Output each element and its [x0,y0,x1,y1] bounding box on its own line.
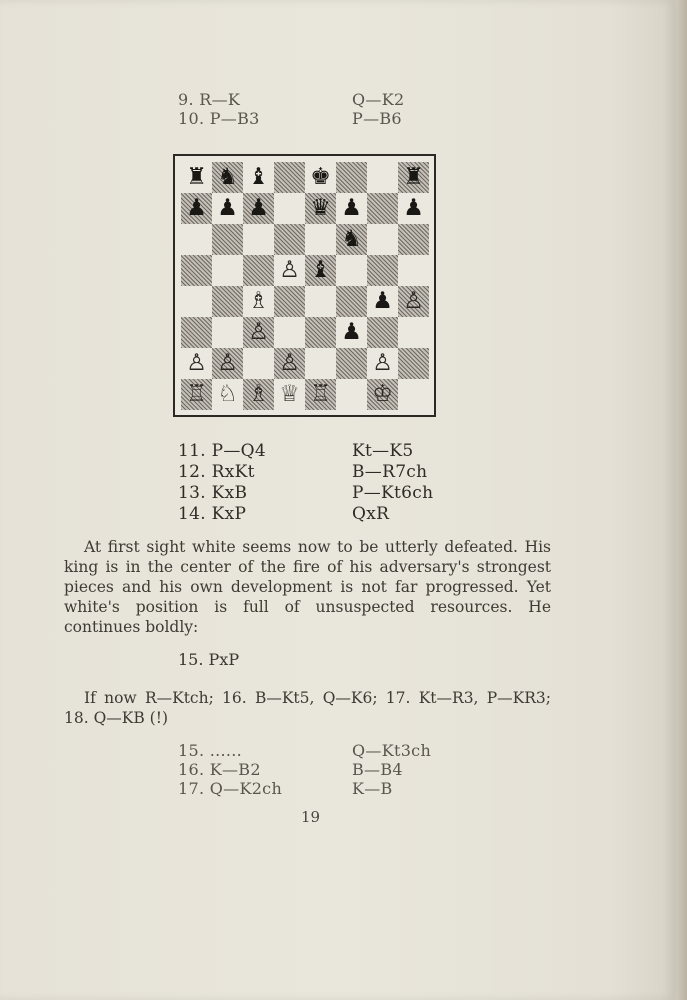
board-square [367,162,398,193]
board-square [336,379,367,410]
white-move: 13. KxB [178,483,248,503]
board-square [274,162,305,193]
black-move: B—R7ch [352,462,428,482]
board-square [212,224,243,255]
chess-piece: ♙ [403,288,424,314]
chess-piece: ♜ [186,164,207,190]
white-move: 9. R—K [178,90,241,109]
board-square [274,193,305,224]
board-square [212,286,243,317]
board-square [243,193,274,224]
board-square [398,224,429,255]
board-square [398,255,429,286]
black-move: QxR [352,504,390,524]
board-square [274,348,305,379]
chess-piece: ♔ [372,381,393,407]
board-square [181,255,212,286]
black-move: P—Kt6ch [352,483,434,503]
board-square [367,348,398,379]
board-square [336,255,367,286]
chess-piece: ♜ [403,164,424,190]
chess-piece: ♙ [217,350,238,376]
chess-piece: ♖ [310,381,331,407]
board-square [398,286,429,317]
variation-text: If now R—Ktch; 16. B—Kt5, Q—K6; 17. Kt—R3, P—KR3; 18. Q—KB (!) [64,689,551,727]
chess-piece: ♘ [217,381,238,407]
board-square [336,286,367,317]
black-move: Q—K2 [352,90,405,109]
white-move: 10. P—B3 [178,109,260,128]
board-square [212,317,243,348]
board-square [367,286,398,317]
board-square [305,379,336,410]
single-move: 15. PxP [178,650,240,669]
board-square [305,193,336,224]
white-move: 16. K—B2 [178,760,261,779]
board-square [336,317,367,348]
board-square [181,286,212,317]
board-square [181,348,212,379]
chess-piece: ♟ [248,195,269,221]
board-square [243,379,274,410]
white-move: 17. Q—K2ch [178,779,283,798]
board-square [398,317,429,348]
board-square [398,379,429,410]
board-square [212,348,243,379]
board-square [336,348,367,379]
board-square [305,255,336,286]
black-move: Kt—K5 [352,441,414,461]
white-move: 14. KxP [178,504,247,524]
chess-piece: ♖ [186,381,207,407]
black-move: Q—Kt3ch [352,741,432,760]
chess-piece: ♗ [248,381,269,407]
board-square [274,286,305,317]
board-square [181,162,212,193]
chess-piece: ♞ [217,164,238,190]
chess-piece: ♟ [403,195,424,221]
board-square [305,317,336,348]
chess-piece: ♙ [279,257,300,283]
chess-piece: ♕ [279,381,300,407]
chess-piece: ♗ [248,288,269,314]
chess-piece: ♟ [372,288,393,314]
white-move: 11. P—Q4 [178,441,267,461]
board-square [181,379,212,410]
chess-piece: ♙ [248,319,269,345]
black-move: K—B [352,779,393,798]
page-edge [676,0,687,1000]
chess-piece: ♙ [279,350,300,376]
board-square [243,317,274,348]
board-square [336,224,367,255]
board-square [367,379,398,410]
board-square [398,193,429,224]
board-square [398,348,429,379]
board-square [212,379,243,410]
board-square [243,348,274,379]
commentary-paragraph [64,537,551,637]
board-square [181,193,212,224]
board-square [243,224,274,255]
board-square [243,255,274,286]
board-square [367,193,398,224]
chess-piece: ♛ [310,195,331,221]
board-square [274,317,305,348]
board-square [274,255,305,286]
board-square [274,224,305,255]
white-move: 15. ...... [178,741,243,760]
board-square [305,286,336,317]
chess-piece: ♝ [248,164,269,190]
board-square [243,162,274,193]
chess-piece: ♙ [372,350,393,376]
black-move: B—B4 [352,760,403,779]
chess-piece: ♚ [310,164,331,190]
chess-piece: ♝ [310,257,331,283]
board-square [305,224,336,255]
board-square [181,317,212,348]
board-square [367,317,398,348]
board-square [181,224,212,255]
board-square [336,193,367,224]
board-square [336,162,367,193]
board-square [367,224,398,255]
commentary-text: At first sight white seems now to be utterly defeated. His king is in the center of the fire of his adversary's strongest pieces and his own development is not far progressed. Yet white's position is full of unsuspected resources. He continues boldly: [64,538,551,636]
board-square [367,255,398,286]
chess-piece: ♟ [217,195,238,221]
board-square [212,193,243,224]
board-square [243,286,274,317]
chess-piece: ♟ [341,319,362,345]
chess-piece: ♙ [186,350,207,376]
chess-piece: ♟ [341,195,362,221]
board-square [212,255,243,286]
black-move: P—B6 [352,109,402,128]
chess-piece: ♞ [341,226,362,252]
chess-piece: ♟ [186,195,207,221]
page-number: 19 [301,808,321,826]
chess-board [181,162,429,410]
board-square [305,348,336,379]
board-square [212,162,243,193]
variation-paragraph [64,688,551,728]
board-square [398,162,429,193]
white-move: 12. RxKt [178,462,255,482]
board-square [305,162,336,193]
board-square [274,379,305,410]
